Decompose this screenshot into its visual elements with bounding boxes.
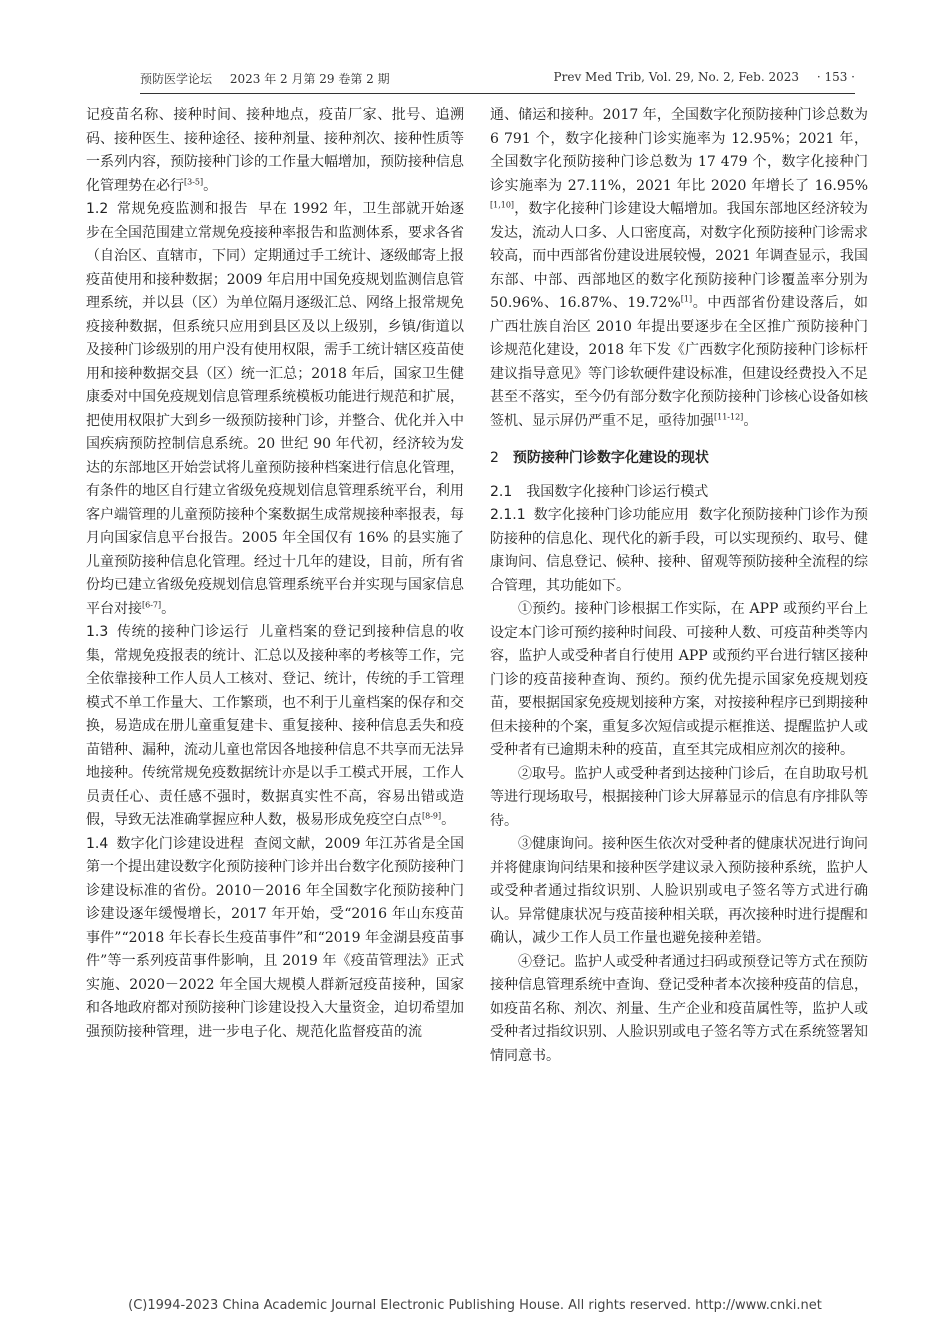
section-heading: 数字化门诊建设进程 [116, 835, 244, 852]
citation: [1] [680, 294, 693, 304]
section-2-1-heading [490, 481, 868, 505]
section-number: 1.3 [86, 624, 109, 640]
section-heading: 传统的接种门诊运行 [116, 624, 250, 640]
section-text: 数字化预防接种门诊作为预防接种的信息化、现代化的新手段，可以实现预约、取号、健康询问、信息登记、候种、接种、留观等预防接种全流程的综合管理，其功能如下。 [490, 507, 869, 594]
section-title: 预防接种门诊数字化建设的现状 [512, 450, 709, 466]
issue-info-cn: 2023 年 2 月第 29 卷第 2 期 [229, 72, 390, 86]
section-number: 1.4 [86, 835, 109, 852]
list-item-appointment: ①预约。接种门诊根据工作实际，在 APP 或预约平台上设定本门诊可预约接种时间段、可接种人数、可疫苗种类等内容，监护人或受种者自行使用 APP 或预约平台进行辖区接种门诊的疫苗接种查询、预约。预约优先提示国家免疫规划疫苗，要根据国家免疫规划接种方案，对按接种程序已到期接种但未接种的个案，重复多次短信或提示框推送、提醒监护人或受种者有已逾期未种的疫苗，直至其完成相应剂次的接种。 [490, 601, 868, 758]
running-header [140, 70, 855, 94]
header-right [540, 70, 855, 87]
section-title: 我国数字化接种门诊运行模式 [526, 483, 709, 500]
section-1-3: 1.3 传统的接种门诊运行 儿童档案的登记到接种信息的收集，常规免疫报表的统计、汇总以及接种率的考核等工作，完全依靠接种工作人员人工核对、登记、统计，传统的手工管理模式不单工作量大、工作繁琐，也不利于儿童档案的保存和交换，易造成在册儿童重复建卡、重复接种、接种信息丢失和疫苗错种、漏种，流动儿童也常因各地接种信息不共享而无法异地接种。传统常规免疫数据统计亦是以手工模式开展，工作人员责任心、责任感不强时，数据真实性不高，容易出错或造假，导致无法准确掌握应种人数，极易形成免疫空白点[8-9]。 [86, 624, 465, 828]
section-heading: 数字化接种门诊功能应用 [533, 507, 689, 523]
paragraph: 通、储运和接种。2017 年，全国数字化预防接种门诊总数为 6 791 个，数字化接种门诊实施率为 12.95%；2021 年，全国数字化预防接种门诊总数为 17 479 个，数字化接种门诊实施率为 27.11%，2021 年比 2020 年增长了 16.95%[1,10]，数字化接种门诊建设大幅增加。我国东部地区经济较为发达，流动人口多、人口密度高，对数字化预防接种门诊需求较高，而中西部省份建设进展较慢，2021 年调查显示，我国东部、中部、西部地区的数字化预防接种门诊覆盖率分别为 50.96%、16.87%、19.72%[1]。中西部省份建设落后，如广西壮族自治区 2010 年提出要逐步在全区推广预防接种门诊规范化建设，2018 年下发《广西数字化预防接种门诊标杆建议指导意见》等门诊软硬件建设标准，但建设经费投入不足甚至不落实，至今仍有部分数字化预防接种门诊核心设备如核签机、显示屏仍严重不足，亟待加强[11-12]。 [490, 107, 868, 429]
section-2-heading [490, 447, 868, 471]
list-item-ticket: ②取号。监护人或受种者到达接种门诊后，在自助取号机等进行现场取号，根据接种门诊大屏幕显示的信息有序排队等待。 [490, 765, 868, 829]
section-text: 早在 1992 年，卫生部就开始逐步在全国范围建立常规免疫接种率报告和监测体系，要求各省（自治区、直辖市，下同）定期通过手工统计、逐级邮寄上报疫苗使用和接种数据；2009 年启用中国免疫规划监测信息管理系统，并以县（区）为单位隔月逐级汇总、网络上报常规免疫接种数据，但系统只应用到县区及以上级别，乡镇/街道以及接种门诊级别的用户没有使用权限，需手工统计辖区疫苗使用和接种数据交县（区）统一汇总；2018 年后，国家卫生健康委对中国免疫规划信息管理系统模板功能进行规范和扩展，把使用权限扩大到乡一级预防接种门诊，并整合、优化并入中国疾病预防控制信息系统。20 世纪 90 年代初，经济较为发达的东部地区开始尝试将儿童预防接种档案进行信息化管理，有条件的地区自行建立省级免疫规划信息管理系统平台，利用客户端管理的儿童预防接种个案数据生成常规接种率报表，每月向国家信息平台报告。2005 年全国仅有 16% 的县实施了儿童预防接种信息化管理。经过十几年的建设，目前，所有省份均已建立省级免疫规划信息管理系统平台并实现与国家信息平台对接 [86, 201, 465, 617]
section-number: 1.2 [86, 201, 109, 217]
list-item-health-inquiry: ③健康询问。接种医生依次对受种者的健康状况进行询问并将健康询问结果和接种医学建议录入预防接种系统，监护人或受种者通过指纹识别、人脸识别或电子签名等方式进行确认。异常健康状况与疫苗接种相关联，再次接种时进行提醒和确认，减少工作人员工作量也避免接种差错。 [490, 836, 868, 946]
section-text: 儿童档案的登记到接种信息的收集，常规免疫报表的统计、汇总以及接种率的考核等工作，完全依靠接种工作人员人工核对、登记、统计，传统的手工管理模式不单工作量大、工作繁琐，也不利于儿童档案的保存和交换，易造成在册儿童重复建卡、重复接种、接种信息丢失和疫苗错种、漏种，流动儿童也常因各地接种信息不共享而无法异地接种。传统常规免疫数据统计亦是以手工模式开展，工作人员责任心、责任感不强时，数据真实性不高，容易出错或造假，导致无法准确掌握应种人数，极易形成免疫空白点 [86, 624, 465, 828]
journal-name-en: Prev Med Trib, Vol. 29, No. 2, Feb. 2023 [553, 70, 799, 84]
citation: [6-7] [142, 599, 162, 609]
copyright-footer: (C)1994-2023 China Academic Journal Electronic Publishing House. All rights reserved. http://www.cnki.net [128, 1298, 822, 1313]
header-left [140, 70, 404, 87]
section-heading: 常规免疫监测和报告 [116, 201, 249, 217]
right-column [490, 104, 868, 1068]
list-item-registration: ④登记。监护人或受种者通过扫码或预登记等方式在预防接种信息管理系统中查询、登记受种者本次接种疫苗的信息，如疫苗名称、剂次、剂量、生产企业和疫苗属性等，监护人或受种者过指纹识别、人脸识别或电子签名等方式在系统签署知情同意书。 [490, 953, 868, 1064]
citation: [11-12] [714, 411, 744, 421]
citation: [1,10] [490, 200, 515, 210]
journal-name-cn: 预防医学论坛 [140, 72, 213, 86]
page-number: · 153 · [816, 70, 855, 84]
paragraph: 记疫苗名称、接种时间、接种地点，疫苗厂家、批号、追溯码、接种医生、接种途径、接种剂量、接种剂次、接种性质等一系列内容，预防接种门诊的工作量大幅增加，预防接种信息化管理势在必行[3-5]。 [86, 107, 464, 194]
left-column [86, 104, 464, 1044]
section-number: 2.1 [490, 483, 513, 500]
citation: [3-5] [184, 176, 204, 186]
section-text: 查阅文献，2009 年江苏省是全国第一个提出建设数字化预防接种门诊并出台数字化预防接种门诊建设标准的省份。2010－2016 年全国数字化预防接种门诊建设逐年缓慢增长，2017 年开始，受“2016 年山东疫苗事件”“2018 年长春长生疫苗事件”和“2019 年金湖县疫苗事件”等一系列疫苗事件影响，且 2019 年《疫苗管理法》正式实施、2020－2022 年全国大规模人群新冠疫苗接种，国家和各地政府都对预防接种门诊建设投入大量资金，迫切希望加强预防接种管理，进一步电子化、规范化监督疫苗的流 [86, 835, 464, 1040]
citation: [8-9] [422, 811, 442, 821]
section-number: 2.1.1 [490, 507, 526, 523]
section-1-4 [86, 833, 464, 1045]
section-2-1-1 [490, 504, 868, 598]
section-1-2: 1.2 常规免疫监测和报告 早在 1992 年，卫生部就开始逐步在全国范围建立常规免疫接种率报告和监测体系，要求各省（自治区、直辖市，下同）定期通过手工统计、逐级邮寄上报疫苗使用和接种数据；2009 年启用中国免疫规划监测信息管理系统，并以县（区）为单位隔月逐级汇总、网络上报常规免疫接种数据，但系统只应用到县区及以上级别，乡镇/街道以及接种门诊级别的用户没有使用权限，需手工统计辖区疫苗使用和接种数据交县（区）统一汇总；2018 年后，国家卫生健康委对中国免疫规划信息管理系统模板功能进行规范和扩展，把使用权限扩大到乡一级预防接种门诊，并整合、优化并入中国疾病预防控制信息系统。20 世纪 90 年代初，经济较为发达的东部地区开始尝试将儿童预防接种档案进行信息化管理，有条件的地区自行建立省级免疫规划信息管理系统平台，利用客户端管理的儿童预防接种个案数据生成常规接种率报表，每月向国家信息平台报告。2005 年全国仅有 16% 的县实施了儿童预防接种信息化管理。经过十几年的建设，目前，所有省份均已建立省级免疫规划信息管理系统平台并实现与国家信息平台对接[6-7]。 [86, 201, 465, 617]
section-number: 2 [490, 450, 499, 466]
